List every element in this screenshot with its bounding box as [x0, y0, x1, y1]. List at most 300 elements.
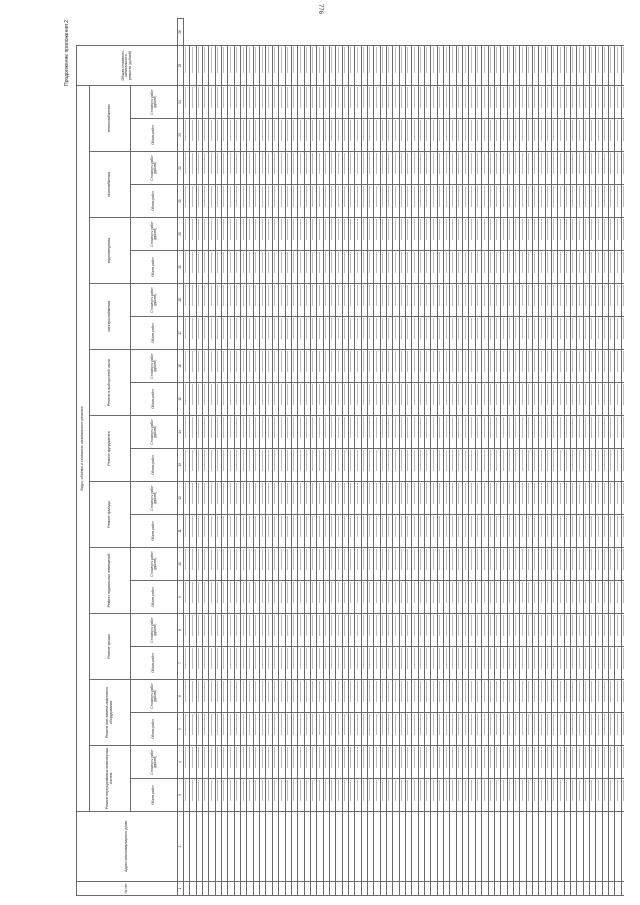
- header-group: Ремонт в выборочной части: [90, 350, 131, 416]
- cell-text-placeholder: [401, 219, 402, 240]
- cell-text-placeholder: [376, 384, 377, 405]
- cell-text-placeholder: [306, 384, 307, 405]
- cell-text-placeholder: [300, 450, 301, 471]
- cell-text-placeholder: [382, 714, 383, 735]
- cell-text-placeholder: [617, 384, 618, 405]
- cell-text-placeholder: [566, 615, 567, 636]
- table-cell: [621, 713, 624, 746]
- cell-text-placeholder: [325, 153, 326, 174]
- cell-text-placeholder: [223, 47, 224, 73]
- cell-text-placeholder: [534, 318, 535, 339]
- cell-text-placeholder: [534, 747, 535, 768]
- cell-text-placeholder: [604, 417, 605, 438]
- cell-text-placeholder: [300, 219, 301, 240]
- cell-text-placeholder: [344, 615, 345, 636]
- cell-text-placeholder: [420, 120, 421, 141]
- cell-text-placeholder: [439, 120, 440, 141]
- cell-text-placeholder: [198, 318, 199, 339]
- cell-text-placeholder: [446, 681, 447, 702]
- cell-text-placeholder: [363, 318, 364, 339]
- header-group: Ремонт фундамента: [90, 416, 131, 482]
- cell-text-placeholder: [579, 219, 580, 240]
- cell-text-placeholder: [617, 120, 618, 141]
- cell-text-placeholder: [547, 648, 548, 669]
- cell-text-placeholder: [528, 483, 529, 504]
- cell-text-placeholder: [426, 615, 427, 636]
- cell-text-placeholder: [604, 153, 605, 174]
- cell-text-placeholder: [407, 87, 408, 108]
- cell-text-placeholder: [338, 549, 339, 570]
- cell-text-placeholder: [591, 549, 592, 570]
- cell-text-placeholder: [274, 285, 275, 306]
- cell-text-placeholder: [192, 285, 193, 306]
- cell-text-placeholder: [331, 153, 332, 174]
- cell-text-placeholder: [426, 780, 427, 801]
- cell-text-placeholder: [293, 417, 294, 438]
- cell-text-placeholder: [496, 450, 497, 471]
- cell-text-placeholder: [319, 186, 320, 207]
- cell-text-placeholder: [553, 615, 554, 636]
- cell-text-placeholder: [293, 384, 294, 405]
- cell-text-placeholder: [198, 747, 199, 768]
- cell-text-placeholder: [395, 516, 396, 537]
- header-group: электроснабжения: [90, 284, 131, 350]
- cell-text-placeholder: [217, 186, 218, 207]
- cell-text-placeholder: [319, 648, 320, 669]
- cell-text-placeholder: [369, 648, 370, 669]
- cell-text-placeholder: [268, 153, 269, 174]
- cell-text-placeholder: [211, 780, 212, 801]
- cell-text-placeholder: [528, 384, 529, 405]
- cell-text-placeholder: [490, 615, 491, 636]
- cell-text-placeholder: [198, 582, 199, 603]
- cell-text-placeholder: [300, 483, 301, 504]
- cell-text-placeholder: [217, 318, 218, 339]
- cell-text-placeholder: [407, 285, 408, 306]
- cell-text-placeholder: [230, 516, 231, 537]
- cell-text-placeholder: [243, 285, 244, 306]
- cell-text-placeholder: [522, 153, 523, 174]
- cell-text-placeholder: [236, 648, 237, 669]
- cell-text-placeholder: [414, 153, 415, 174]
- cell-text-placeholder: [300, 186, 301, 207]
- cell-text-placeholder: [357, 87, 358, 108]
- row-address: [621, 812, 624, 882]
- cell-text-placeholder: [338, 714, 339, 735]
- cell-text-placeholder: [547, 252, 548, 273]
- cell-text-placeholder: [553, 681, 554, 702]
- header-subcolumn: Стоимость работ (рублей): [131, 548, 178, 581]
- cell-text-placeholder: [471, 252, 472, 273]
- cell-text-placeholder: [211, 417, 212, 438]
- cell-text-placeholder: [477, 780, 478, 801]
- header-subcolumn: Объем работ: [131, 515, 178, 548]
- cell-text-placeholder: [185, 450, 186, 471]
- cell-text-placeholder: [604, 285, 605, 306]
- cell-text-placeholder: [541, 252, 542, 273]
- cell-text-placeholder: [338, 483, 339, 504]
- header-subcolumn: Стоимость работ (рублей): [131, 284, 178, 317]
- cell-text-placeholder: [534, 285, 535, 306]
- cell-text-placeholder: [274, 219, 275, 240]
- cell-text-placeholder: [344, 120, 345, 141]
- cell-text-placeholder: [287, 351, 288, 372]
- cell-text-placeholder: [610, 219, 611, 240]
- cell-text-placeholder: [306, 582, 307, 603]
- cell-text-placeholder: [274, 120, 275, 141]
- cell-text-placeholder: [541, 186, 542, 207]
- cell-text-placeholder: [185, 285, 186, 306]
- cell-text-placeholder: [407, 120, 408, 141]
- cell-text-placeholder: [369, 582, 370, 603]
- cell-text-placeholder: [369, 681, 370, 702]
- cell-text-placeholder: [484, 252, 485, 273]
- cell-text-placeholder: [230, 483, 231, 504]
- cell-text-placeholder: [312, 483, 313, 504]
- cell-text-placeholder: [579, 47, 580, 73]
- cell-text-placeholder: [306, 351, 307, 372]
- cell-text-placeholder: [300, 252, 301, 273]
- cell-text-placeholder: [560, 417, 561, 438]
- cell-text-placeholder: [344, 516, 345, 537]
- cell-text-placeholder: [331, 549, 332, 570]
- cell-text-placeholder: [553, 417, 554, 438]
- cell-text-placeholder: [407, 186, 408, 207]
- cell-text-placeholder: [300, 516, 301, 537]
- table-cell: [621, 251, 624, 284]
- cell-text-placeholder: [204, 648, 205, 669]
- header-index: 25: [178, 46, 184, 86]
- cell-text-placeholder: [395, 483, 396, 504]
- cell-text-placeholder: [287, 252, 288, 273]
- cell-text-placeholder: [236, 747, 237, 768]
- cell-text-placeholder: [395, 47, 396, 73]
- cell-text-placeholder: [560, 516, 561, 537]
- cell-text-placeholder: [255, 747, 256, 768]
- cell-text-placeholder: [522, 384, 523, 405]
- cell-text-placeholder: [515, 582, 516, 603]
- cell-text-placeholder: [572, 483, 573, 504]
- cell-text-placeholder: [465, 615, 466, 636]
- cell-text-placeholder: [585, 648, 586, 669]
- cell-text-placeholder: [350, 582, 351, 603]
- cell-text-placeholder: [363, 747, 364, 768]
- header-index: 22: [178, 152, 184, 185]
- cell-text-placeholder: [243, 747, 244, 768]
- cell-text-placeholder: [325, 384, 326, 405]
- cell-text-placeholder: [553, 582, 554, 603]
- cell-text-placeholder: [249, 648, 250, 669]
- cell-text-placeholder: [192, 417, 193, 438]
- cell-text-placeholder: [312, 582, 313, 603]
- cell-text-placeholder: [598, 615, 599, 636]
- cell-text-placeholder: [249, 318, 250, 339]
- cell-text-placeholder: [363, 549, 364, 570]
- cell-text-placeholder: [509, 483, 510, 504]
- cell-text-placeholder: [591, 780, 592, 801]
- cell-text-placeholder: [522, 417, 523, 438]
- cell-text-placeholder: [306, 47, 307, 73]
- cell-text-placeholder: [579, 615, 580, 636]
- cell-text-placeholder: [401, 681, 402, 702]
- cell-text-placeholder: [357, 747, 358, 768]
- cell-text-placeholder: [388, 120, 389, 141]
- cell-text-placeholder: [610, 450, 611, 471]
- cell-text-placeholder: [452, 87, 453, 108]
- cell-text-placeholder: [350, 252, 351, 273]
- cell-text-placeholder: [433, 450, 434, 471]
- cell-text-placeholder: [579, 450, 580, 471]
- cell-text-placeholder: [369, 780, 370, 801]
- table-cell: [621, 317, 624, 350]
- cell-text-placeholder: [395, 648, 396, 669]
- cell-text-placeholder: [503, 714, 504, 735]
- cell-text-placeholder: [598, 747, 599, 768]
- cell-text-placeholder: [287, 615, 288, 636]
- cell-text-placeholder: [204, 47, 205, 73]
- cell-text-placeholder: [604, 582, 605, 603]
- cell-text-placeholder: [363, 252, 364, 273]
- cell-text-placeholder: [255, 285, 256, 306]
- cell-text-placeholder: [579, 120, 580, 141]
- cell-text-placeholder: [363, 87, 364, 108]
- cell-text-placeholder: [268, 714, 269, 735]
- cell-text-placeholder: [522, 582, 523, 603]
- cell-text-placeholder: [541, 483, 542, 504]
- cell-text-placeholder: [192, 351, 193, 372]
- cell-text-placeholder: [414, 120, 415, 141]
- cell-text-placeholder: [363, 714, 364, 735]
- cell-text-placeholder: [262, 615, 263, 636]
- cell-text-placeholder: [344, 582, 345, 603]
- cell-text-placeholder: [465, 747, 466, 768]
- table-cell: [621, 383, 624, 416]
- cell-text-placeholder: [268, 186, 269, 207]
- cell-text-placeholder: [204, 219, 205, 240]
- cell-text-placeholder: [306, 87, 307, 108]
- cell-text-placeholder: [420, 318, 421, 339]
- cell-text-placeholder: [243, 516, 244, 537]
- cell-text-placeholder: [319, 351, 320, 372]
- cell-text-placeholder: [541, 615, 542, 636]
- cell-text-placeholder: [300, 417, 301, 438]
- cell-text-placeholder: [598, 318, 599, 339]
- cell-text-placeholder: [522, 483, 523, 504]
- cell-text-placeholder: [572, 549, 573, 570]
- cell-text-placeholder: [350, 318, 351, 339]
- cell-text-placeholder: [598, 252, 599, 273]
- cell-text-placeholder: [388, 582, 389, 603]
- cell-text-placeholder: [477, 318, 478, 339]
- cell-text-placeholder: [484, 648, 485, 669]
- cell-text-placeholder: [357, 252, 358, 273]
- cell-text-placeholder: [185, 615, 186, 636]
- cell-text-placeholder: [420, 219, 421, 240]
- cell-text-placeholder: [534, 549, 535, 570]
- cell-text-placeholder: [382, 582, 383, 603]
- cell-text-placeholder: [490, 516, 491, 537]
- cell-text-placeholder: [591, 318, 592, 339]
- cell-text-placeholder: [274, 186, 275, 207]
- cell-text-placeholder: [236, 780, 237, 801]
- cell-text-placeholder: [566, 285, 567, 306]
- cell-text-placeholder: [407, 780, 408, 801]
- cell-text-placeholder: [547, 681, 548, 702]
- cell-text-placeholder: [363, 516, 364, 537]
- cell-text-placeholder: [281, 219, 282, 240]
- cell-text-placeholder: [566, 153, 567, 174]
- cell-text-placeholder: [198, 450, 199, 471]
- cell-text-placeholder: [401, 384, 402, 405]
- cell-text-placeholder: [192, 252, 193, 273]
- cell-text-placeholder: [509, 417, 510, 438]
- cell-text-placeholder: [452, 582, 453, 603]
- cell-text-placeholder: [376, 417, 377, 438]
- cell-text-placeholder: [357, 582, 358, 603]
- cell-text-placeholder: [420, 615, 421, 636]
- cell-text-placeholder: [458, 120, 459, 141]
- cell-text-placeholder: [414, 47, 415, 73]
- cell-text-placeholder: [338, 780, 339, 801]
- cell-text-placeholder: [515, 780, 516, 801]
- cell-text-placeholder: [293, 351, 294, 372]
- cell-text-placeholder: [319, 747, 320, 768]
- cell-text-placeholder: [465, 219, 466, 240]
- cell-text-placeholder: [490, 87, 491, 108]
- cell-text-placeholder: [255, 648, 256, 669]
- cell-text-placeholder: [192, 648, 193, 669]
- cell-text-placeholder: [268, 417, 269, 438]
- cell-text-placeholder: [262, 450, 263, 471]
- cell-text-placeholder: [312, 450, 313, 471]
- cell-text-placeholder: [300, 615, 301, 636]
- cell-text-placeholder: [553, 153, 554, 174]
- cell-text-placeholder: [287, 318, 288, 339]
- table-cell: [621, 185, 624, 218]
- cell-text-placeholder: [223, 120, 224, 141]
- cell-text-placeholder: [357, 615, 358, 636]
- cell-text-placeholder: [503, 219, 504, 240]
- header-num: № п/п: [77, 882, 178, 896]
- cell-text-placeholder: [281, 681, 282, 702]
- cell-text-placeholder: [515, 285, 516, 306]
- header-subcolumn: Объем работ: [131, 449, 178, 482]
- cell-text-placeholder: [528, 549, 529, 570]
- cell-text-placeholder: [407, 219, 408, 240]
- cell-text-placeholder: [312, 252, 313, 273]
- cell-text-placeholder: [350, 747, 351, 768]
- cell-text-placeholder: [591, 417, 592, 438]
- cell-text-placeholder: [217, 582, 218, 603]
- header-index: 9: [178, 581, 184, 614]
- cell-text-placeholder: [407, 516, 408, 537]
- cell-text-placeholder: [287, 47, 288, 73]
- cell-text-placeholder: [274, 582, 275, 603]
- cell-text-placeholder: [452, 153, 453, 174]
- cell-text-placeholder: [420, 780, 421, 801]
- cell-text-placeholder: [319, 483, 320, 504]
- cell-text-placeholder: [610, 615, 611, 636]
- cell-text-placeholder: [382, 450, 383, 471]
- cell-text-placeholder: [344, 714, 345, 735]
- header-index: 24: [178, 86, 184, 119]
- cell-text-placeholder: [522, 615, 523, 636]
- cell-text-placeholder: [484, 516, 485, 537]
- cell-text-placeholder: [312, 219, 313, 240]
- cell-text-placeholder: [312, 681, 313, 702]
- cell-text-placeholder: [293, 615, 294, 636]
- cell-text-placeholder: [426, 252, 427, 273]
- cell-text-placeholder: [585, 681, 586, 702]
- cell-text-placeholder: [401, 747, 402, 768]
- cell-text-placeholder: [433, 87, 434, 108]
- cell-text-placeholder: [534, 384, 535, 405]
- cell-text-placeholder: [598, 648, 599, 669]
- cell-text-placeholder: [585, 153, 586, 174]
- cell-text-placeholder: [319, 219, 320, 240]
- cell-text-placeholder: [357, 780, 358, 801]
- cell-text-placeholder: [503, 582, 504, 603]
- cell-text-placeholder: [388, 780, 389, 801]
- cell-text-placeholder: [572, 153, 573, 174]
- cell-text-placeholder: [484, 483, 485, 504]
- cell-text-placeholder: [414, 681, 415, 702]
- cell-text-placeholder: [528, 186, 529, 207]
- cell-text-placeholder: [547, 714, 548, 735]
- cell-text-placeholder: [591, 450, 592, 471]
- cell-text-placeholder: [458, 153, 459, 174]
- cell-text-placeholder: [503, 450, 504, 471]
- cell-text-placeholder: [465, 252, 466, 273]
- cell-text-placeholder: [604, 615, 605, 636]
- table-cell: [621, 779, 624, 812]
- cell-text-placeholder: [363, 648, 364, 669]
- cell-text-placeholder: [319, 120, 320, 141]
- table-cell: [621, 350, 624, 383]
- cell-text-placeholder: [293, 318, 294, 339]
- cell-text-placeholder: [547, 516, 548, 537]
- cell-text-placeholder: [617, 252, 618, 273]
- cell-text-placeholder: [369, 549, 370, 570]
- cell-text-placeholder: [547, 219, 548, 240]
- cell-text-placeholder: [249, 351, 250, 372]
- cell-text-placeholder: [211, 681, 212, 702]
- cell-text-placeholder: [477, 516, 478, 537]
- cell-text-placeholder: [547, 450, 548, 471]
- cell-text-placeholder: [484, 219, 485, 240]
- cell-text-placeholder: [528, 648, 529, 669]
- cell-text-placeholder: [503, 252, 504, 273]
- cell-text-placeholder: [566, 483, 567, 504]
- cell-text-placeholder: [388, 318, 389, 339]
- cell-text-placeholder: [312, 615, 313, 636]
- cell-text-placeholder: [300, 153, 301, 174]
- cell-text-placeholder: [547, 615, 548, 636]
- cell-text-placeholder: [230, 582, 231, 603]
- cell-text-placeholder: [579, 153, 580, 174]
- cell-text-placeholder: [382, 252, 383, 273]
- cell-text-placeholder: [293, 747, 294, 768]
- cell-text-placeholder: [331, 582, 332, 603]
- cell-text-placeholder: [591, 681, 592, 702]
- cell-text-placeholder: [522, 47, 523, 73]
- cell-text-placeholder: [395, 252, 396, 273]
- cell-text-placeholder: [598, 186, 599, 207]
- cell-text-placeholder: [617, 549, 618, 570]
- table-cell: [621, 416, 624, 449]
- cell-text-placeholder: [395, 417, 396, 438]
- cell-text-placeholder: [306, 483, 307, 504]
